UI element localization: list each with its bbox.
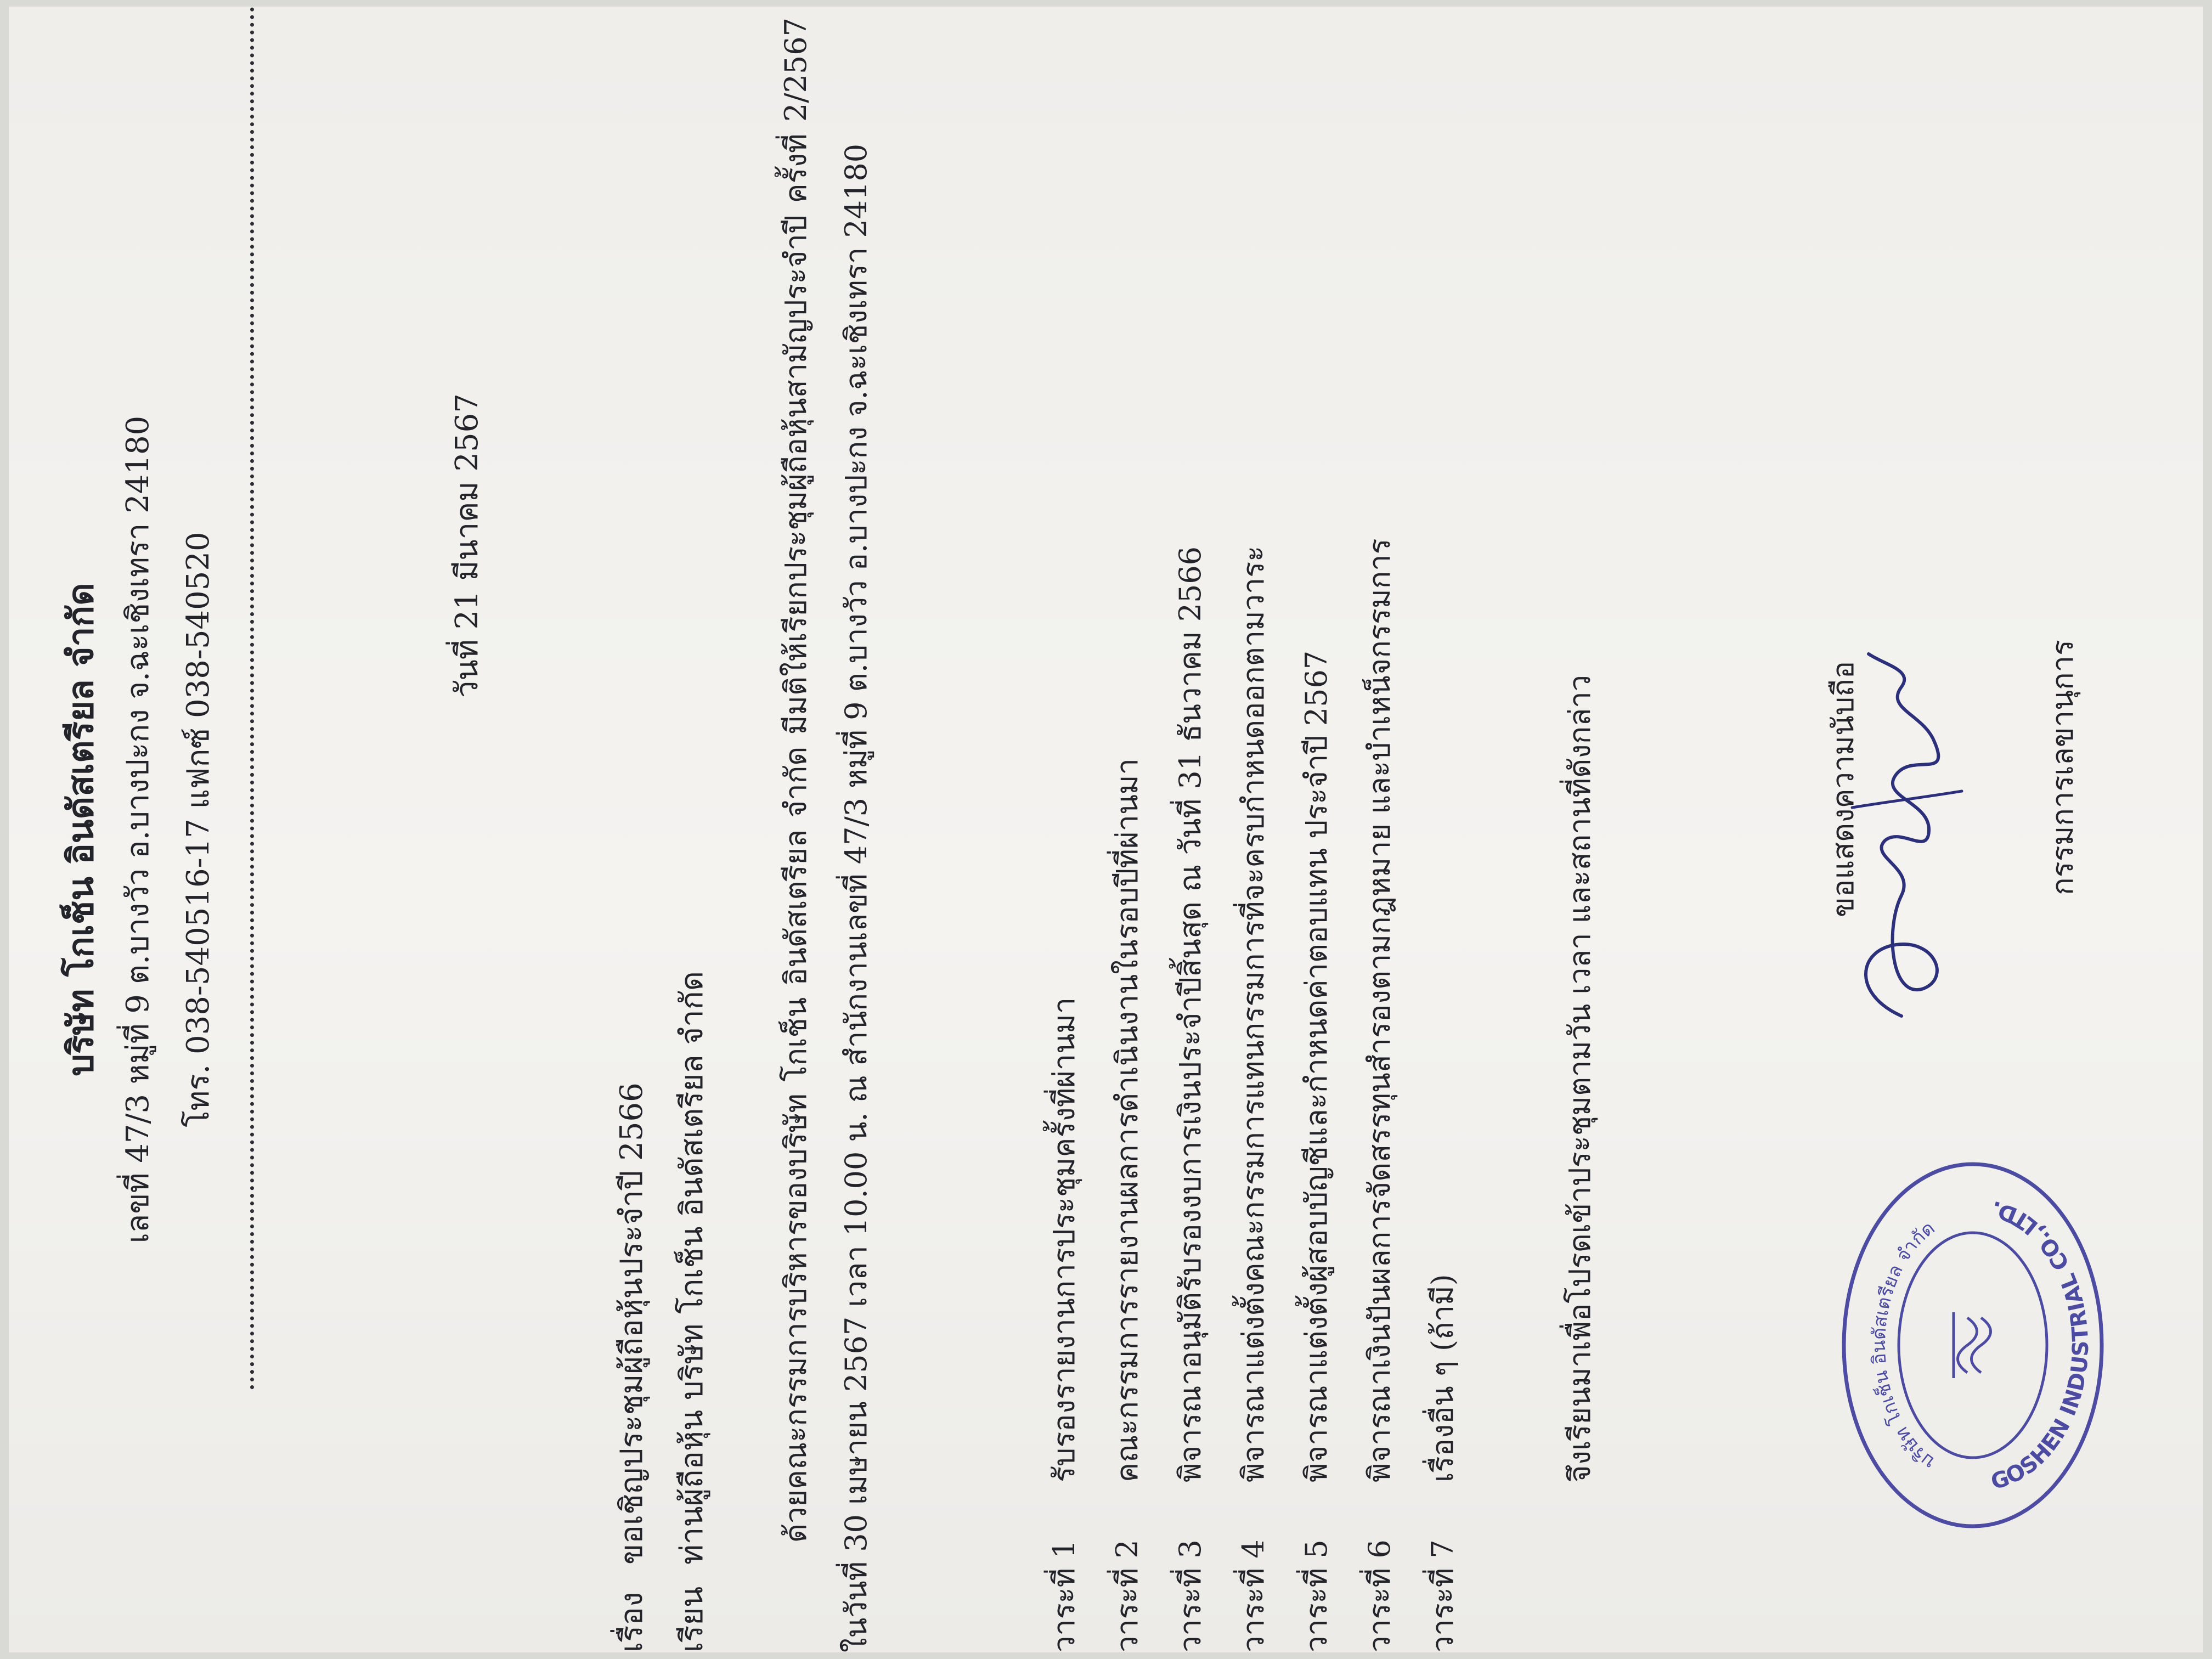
closing-sentence: จึงเรียนมาเพื่อโปรดเข้าประชุมตามวัน เวลา และสถานที่ดังกล่าว — [1562, 674, 1597, 1482]
signature — [1819, 643, 1984, 1038]
agenda-text: คณะกรรมการรายงานผลการดำเนินงานในรอบปีที่ผ่านมา — [1110, 758, 1144, 1482]
agenda-item — [1419, 34, 1482, 1652]
agenda-item — [1356, 34, 1419, 1652]
agenda-number: วาระที่ 1 — [1047, 1539, 1081, 1652]
body-paragraph: ด้วยคณะกรรมการบริหารของบริษัท โกเช็น อินดัสเตรียล จำกัด มีมติให้เรียกประชุมผู้ถือหุ้นสามัญประจำปี ครั้งที่ 2/2567 ในวันที่ 30 เมษายน 2567 เวลา 10.00 น. ณ สำนักงานเลขที่ 47/3 หมู่ที่ 9 ต.บางวัว อ.บางปะกง จ.ฉะเชิงเทรา 24180 — [778, 18, 873, 1652]
subject-label: เรื่อง — [614, 1592, 650, 1652]
agenda-number: วาระที่ 6 — [1362, 1539, 1397, 1652]
agenda-list — [1040, 34, 1482, 1652]
agenda-item — [1103, 34, 1166, 1652]
agenda-text: พิจารณาเงินปันผลการจัดสรรทุนสำรองตามกฎหมาย และบำเหน็จกรรมการ — [1362, 538, 1397, 1482]
agenda-item — [1293, 34, 1356, 1652]
subject-row — [607, 1082, 656, 1652]
seal-lower-text: GOSHEN INDUSTRIAL CO.,LTD. — [1988, 1195, 2094, 1495]
agenda-text: พิจารณาแต่งตั้งคณะกรรมการแทนกรรมการที่จะครบกำหนดออกตามวาระ — [1236, 545, 1271, 1482]
agenda-number: วาระที่ 4 — [1236, 1539, 1271, 1652]
recipient-label: เรียน — [674, 1586, 710, 1652]
agenda-number: วาระที่ 5 — [1299, 1539, 1334, 1652]
agenda-item — [1166, 34, 1229, 1652]
company-contact: โทร. 038-540516-17 แฟกซ์ 038-540520 — [180, 532, 216, 1127]
dotted-divider — [250, 7, 254, 1389]
signature-stroke — [1852, 791, 1962, 808]
agenda-text: พิจารณาแต่งตั้งผู้สอบบัญชีและกำหนดค่าตอบแทน ประจำปี 2567 — [1299, 650, 1334, 1482]
agenda-text: เรื่องอื่น ๆ (ถ้ามี) — [1425, 1274, 1460, 1482]
company-name: บริษัท โกเช็น อินดัสเตรียล จำกัด — [60, 583, 101, 1076]
company-seal — [1830, 1148, 2115, 1543]
subject-text: ขอเชิญประชุมผู้ถือหุ้นประจำปี 2566 — [614, 1082, 650, 1565]
signature-stroke — [1866, 654, 1938, 1016]
letter-date: วันที่ 21 มีนาคม 2567 — [449, 393, 485, 698]
agenda-number: วาระที่ 7 — [1425, 1539, 1460, 1652]
agenda-number: วาระที่ 3 — [1173, 1539, 1207, 1652]
seal-logo-icon — [1954, 1312, 1991, 1378]
recipient-text: ท่านผู้ถือหุ้น บริษัท โกเช็น อินดัสเตรียล จำกัด — [674, 971, 710, 1565]
salutation: ขอแสดงความนับถือ — [1826, 661, 1860, 917]
letter-page — [9, 7, 2203, 1652]
agenda-item — [1229, 34, 1293, 1652]
agenda-text: พิจารณาอนุมัติรับรองงบการเงินประจำปีสิ้นสุด ณ วันที่ 31 ธันวาคม 2566 — [1173, 546, 1207, 1482]
company-address: เลขที่ 47/3 หมู่ที่ 9 ต.บางวัว อ.บางปะกง จ.ฉะเชิงเทรา 24180 — [120, 415, 156, 1244]
agenda-number: วาระที่ 2 — [1110, 1539, 1144, 1652]
agenda-item — [1040, 34, 1103, 1652]
agenda-text: รับรองรายงานการประชุมครั้งที่ผ่านมา — [1047, 997, 1081, 1482]
recipient-row — [667, 971, 716, 1652]
signer-title: กรรมการเลขานุการ — [2045, 639, 2080, 895]
seal-upper-text: บริษัท โกเช็น อินดัสเตรียล จำกัด — [1867, 1217, 1939, 1474]
